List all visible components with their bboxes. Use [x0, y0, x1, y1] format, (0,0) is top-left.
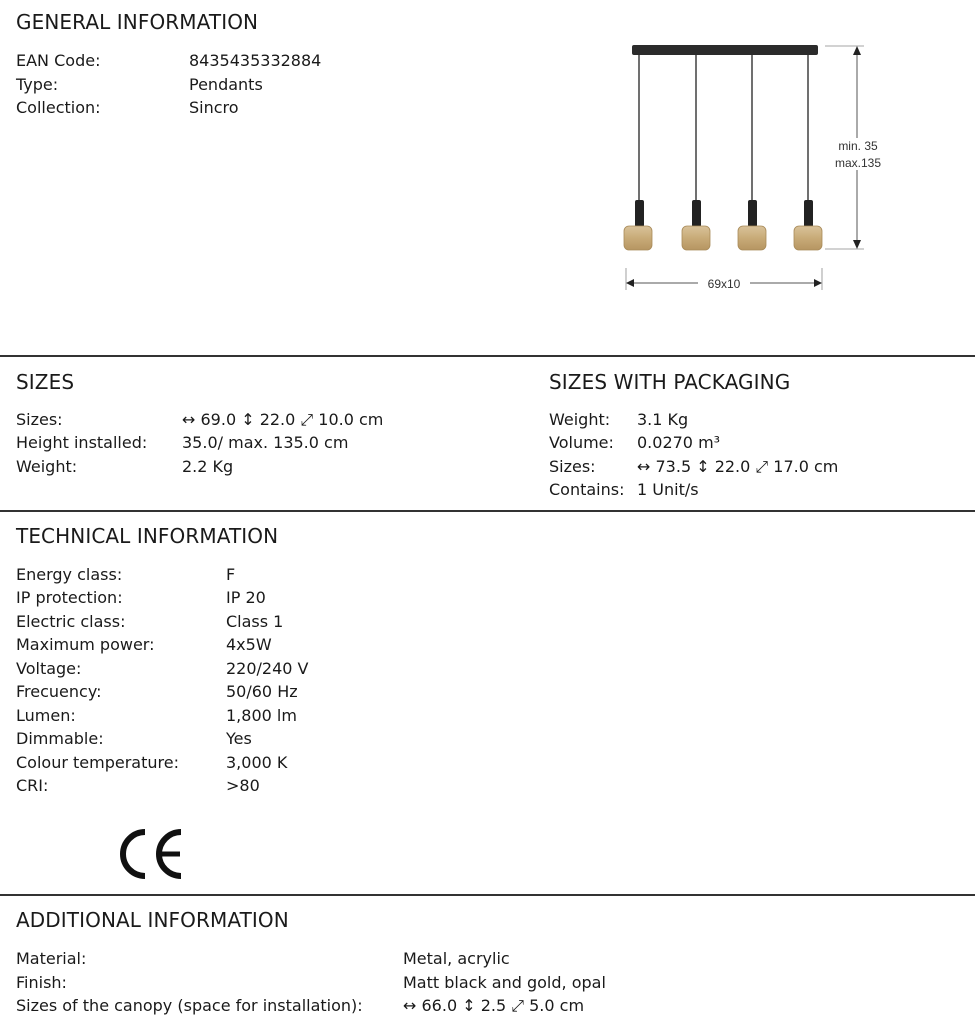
material-value: Metal, acrylic: [403, 949, 510, 968]
ean-label: EAN Code:: [16, 51, 101, 70]
packaging-sizes-label: Sizes:: [549, 457, 596, 476]
packaging-weight-label: Weight:: [549, 410, 611, 429]
dimmable-label: Dimmable:: [16, 729, 104, 748]
height-label-max: max.135: [834, 156, 882, 170]
packaging-heading: SIZES WITH PACKAGING: [549, 370, 791, 394]
packaging-contains-label: Contains:: [549, 480, 625, 499]
product-dimension-diagram: [600, 36, 900, 306]
frecuency-value: 50/60 Hz: [226, 682, 298, 701]
width-arrow-left: [626, 279, 634, 287]
voltage-value: 220/240 V: [226, 659, 309, 678]
lamp-shade: [624, 226, 652, 250]
lamp-shade: [682, 226, 710, 250]
maximum-power-label: Maximum power:: [16, 635, 155, 654]
weight-label: Weight:: [16, 457, 78, 476]
collection-label: Collection:: [16, 98, 101, 117]
type-value: Pendants: [189, 75, 263, 94]
packaging-contains-value: 1 Unit/s: [637, 480, 699, 499]
lamp-holder: [804, 200, 813, 227]
collection-value: Sincro: [189, 98, 239, 117]
cri-value: >80: [226, 776, 260, 795]
section-divider: [0, 355, 975, 357]
general-information-heading: GENERAL INFORMATION: [16, 10, 259, 34]
finish-value: Matt black and gold, opal: [403, 973, 606, 992]
maximum-power-value: 4x5W: [226, 635, 272, 654]
canopy-bar: [632, 45, 818, 55]
type-label: Type:: [16, 75, 59, 94]
sizes-value: ↔ 69.0 ↕ 22.0 ⤢ 10.0 cm: [182, 410, 384, 429]
lumen-value: 1,800 lm: [226, 706, 297, 725]
width-label: 69x10: [707, 277, 741, 291]
finish-label: Finish:: [16, 973, 67, 992]
lamp-holder: [692, 200, 701, 227]
sizes-heading: SIZES: [16, 370, 75, 394]
section-divider: [0, 894, 975, 896]
dimmable-value: Yes: [226, 729, 252, 748]
section-divider: [0, 510, 975, 512]
height-installed-label: Height installed:: [16, 433, 148, 452]
height-arrow-top: [853, 46, 861, 55]
width-arrow-right: [814, 279, 822, 287]
lamp-holder: [748, 200, 757, 227]
technical-information-heading: TECHNICAL INFORMATION: [16, 524, 279, 548]
packaging-volume-value: 0.0270 m³: [637, 433, 721, 452]
lamp-shade: [794, 226, 822, 250]
height-label-min: min. 35: [838, 139, 878, 153]
lamp-holder: [635, 200, 644, 227]
colour-temperature-label: Colour temperature:: [16, 753, 179, 772]
ip-protection-label: IP protection:: [16, 588, 123, 607]
lumen-label: Lumen:: [16, 706, 76, 725]
electric-class-label: Electric class:: [16, 612, 126, 631]
voltage-label: Voltage:: [16, 659, 82, 678]
lamp-shade: [738, 226, 766, 250]
weight-value: 2.2 Kg: [182, 457, 234, 476]
electric-class-value: Class 1: [226, 612, 284, 631]
height-installed-value: 35.0/ max. 135.0 cm: [182, 433, 349, 452]
frecuency-label: Frecuency:: [16, 682, 102, 701]
ce-mark-icon: [118, 826, 188, 882]
packaging-volume-label: Volume:: [549, 433, 614, 452]
canopy-sizes-value: ↔ 66.0 ↕ 2.5 ⤢ 5.0 cm: [403, 996, 585, 1015]
canopy-sizes-label: Sizes of the canopy (space for installation):: [16, 996, 363, 1015]
energy-class-label: Energy class:: [16, 565, 123, 584]
packaging-sizes-value: ↔ 73.5 ↕ 22.0 ⤢ 17.0 cm: [637, 457, 839, 476]
cri-label: CRI:: [16, 776, 49, 795]
additional-information-heading: ADDITIONAL INFORMATION: [16, 908, 289, 932]
packaging-weight-value: 3.1 Kg: [637, 410, 689, 429]
material-label: Material:: [16, 949, 87, 968]
ean-value: 8435435332884: [189, 51, 322, 70]
energy-class-value: F: [226, 565, 236, 584]
sizes-label: Sizes:: [16, 410, 63, 429]
colour-temperature-value: 3,000 K: [226, 753, 288, 772]
height-arrow-bottom: [853, 240, 861, 249]
ip-protection-value: IP 20: [226, 588, 266, 607]
